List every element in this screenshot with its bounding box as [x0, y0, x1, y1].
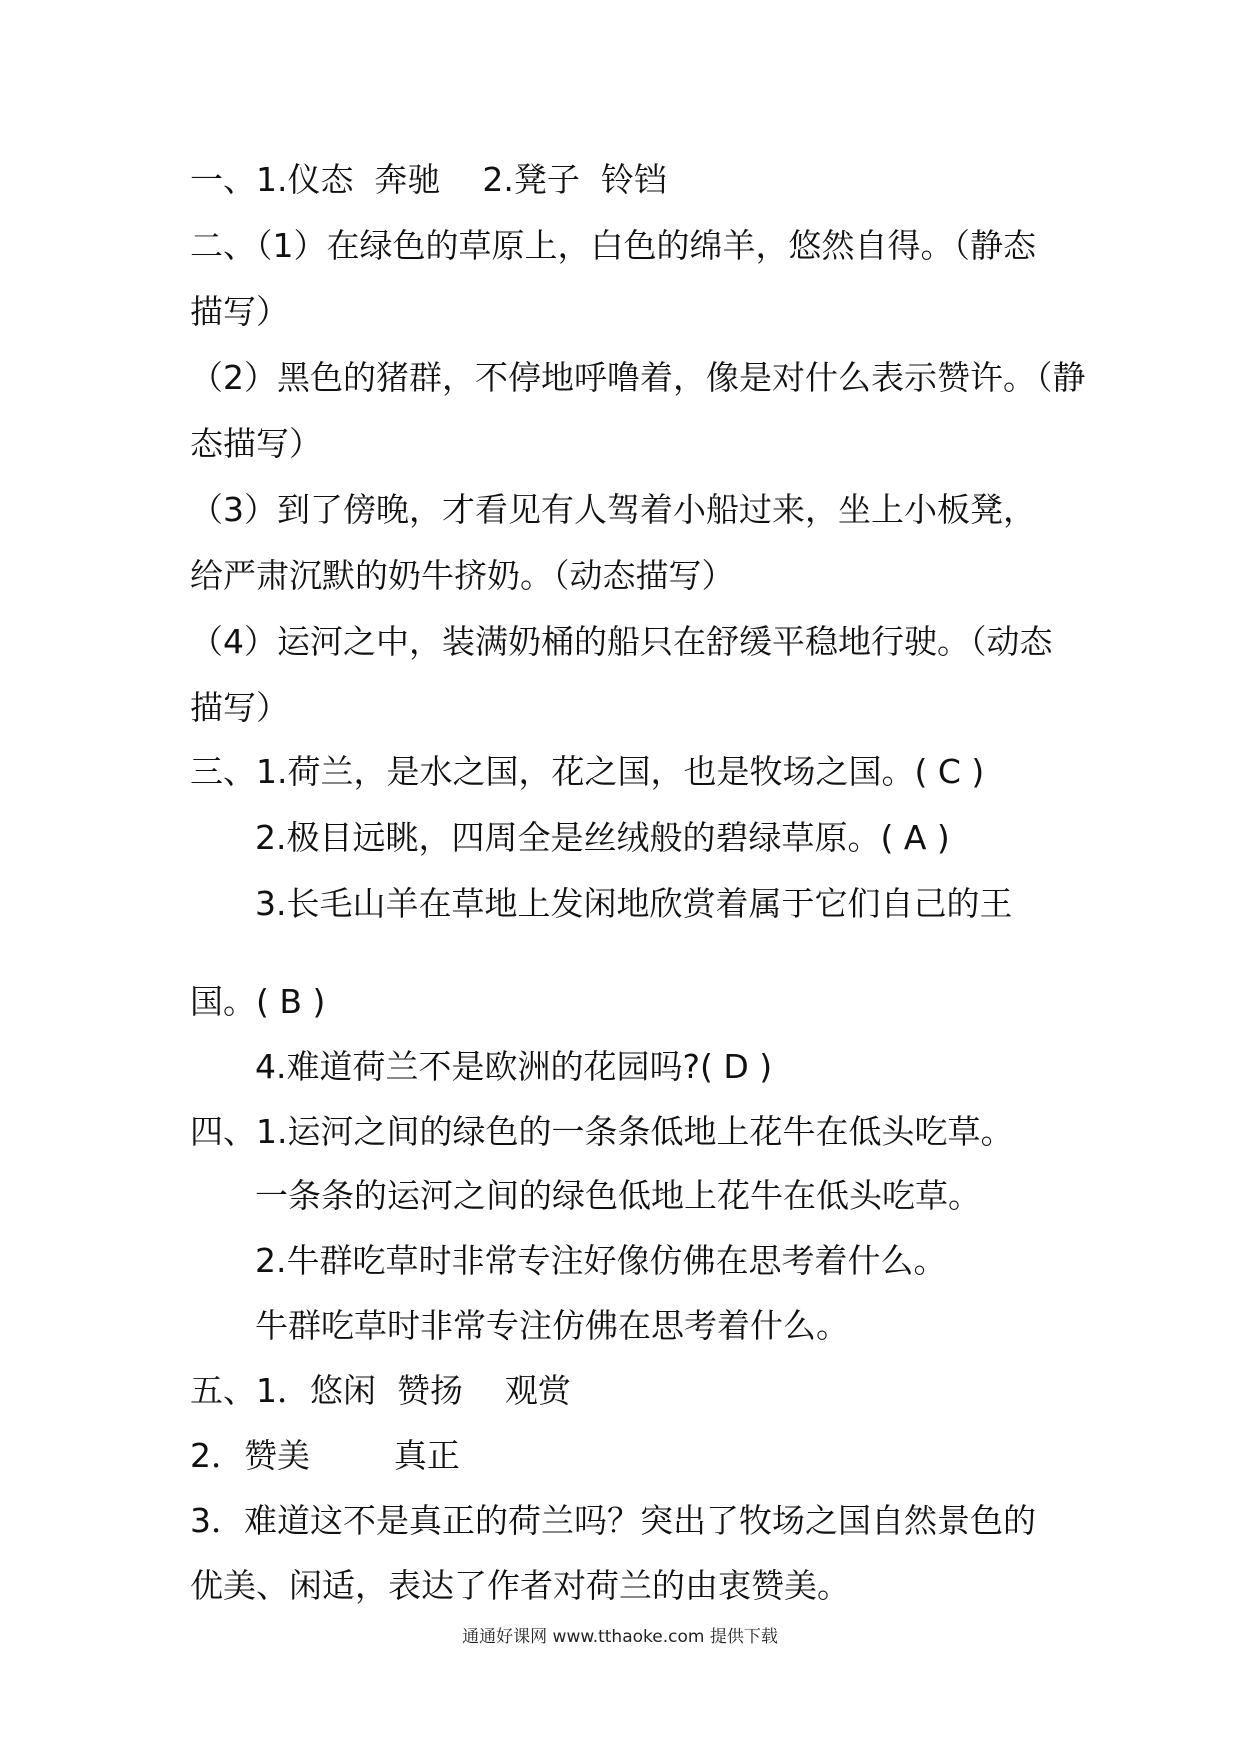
answer-line-11: 2.极目远眺，四周全是丝绒般的碧绿草原。( A ) [255, 818, 950, 857]
answer-line-9: 描写） [190, 688, 289, 727]
answer-line-2: 二、（1）在绿色的草原上，白色的绵羊，悠然自得。（静态 [190, 226, 1036, 265]
answer-line-17: 2.牛群吃草时非常专注好像仿佛在思考着什么。 [255, 1241, 947, 1280]
answer-line-1: 一、1.仪态 奔驰 2.凳子 铃铛 [190, 160, 667, 199]
page-footer: 通通好课网 www.tthaoke.com 提供下载 [462, 1627, 778, 1647]
answer-line-21: 3．难道这不是真正的荷兰吗？突出了牧场之国自然景色的 [190, 1501, 1036, 1540]
answer-line-5: 态描写） [190, 424, 322, 463]
answer-line-4: （2）黑色的猪群，不停地呼噜着，像是对什么表示赞许。（静 [190, 358, 1086, 397]
answer-line-12: 3.长毛山羊在草地上发闲地欣赏着属于它们自己的王 [255, 884, 1013, 923]
answer-line-13: 国。( B ) [190, 982, 326, 1021]
answer-line-8: （4）运河之中，装满奶桶的船只在舒缓平稳地行驶。（动态 [190, 622, 1053, 661]
answer-line-16: 一条条的运河之间的绿色低地上花牛在低头吃草。 [255, 1176, 981, 1215]
answer-line-22: 优美、闲适，表达了作者对荷兰的由衷赞美。 [190, 1566, 850, 1605]
answer-line-15: 四、1.运河之间的绿色的一条条低地上花牛在低头吃草。 [190, 1112, 1014, 1151]
answer-line-10: 三、1.荷兰，是水之国，花之国，也是牧场之国。( C ) [190, 752, 985, 791]
answer-line-3: 描写） [190, 292, 289, 331]
answer-line-19: 五、1．悠闲 赞扬 观赏 [190, 1371, 571, 1410]
answer-line-6: （3）到了傍晚，才看见有人驾着小船过来，坐上小板凳， [190, 490, 1036, 529]
answer-line-18: 牛群吃草时非常专注仿佛在思考着什么。 [255, 1306, 849, 1345]
answer-line-20: 2．赞美 真正 [190, 1436, 460, 1475]
answer-line-14: 4.难道荷兰不是欧洲的花园吗?( D ) [255, 1047, 773, 1086]
answer-line-7: 给严肃沉默的奶牛挤奶。（动态描写） [190, 556, 735, 595]
